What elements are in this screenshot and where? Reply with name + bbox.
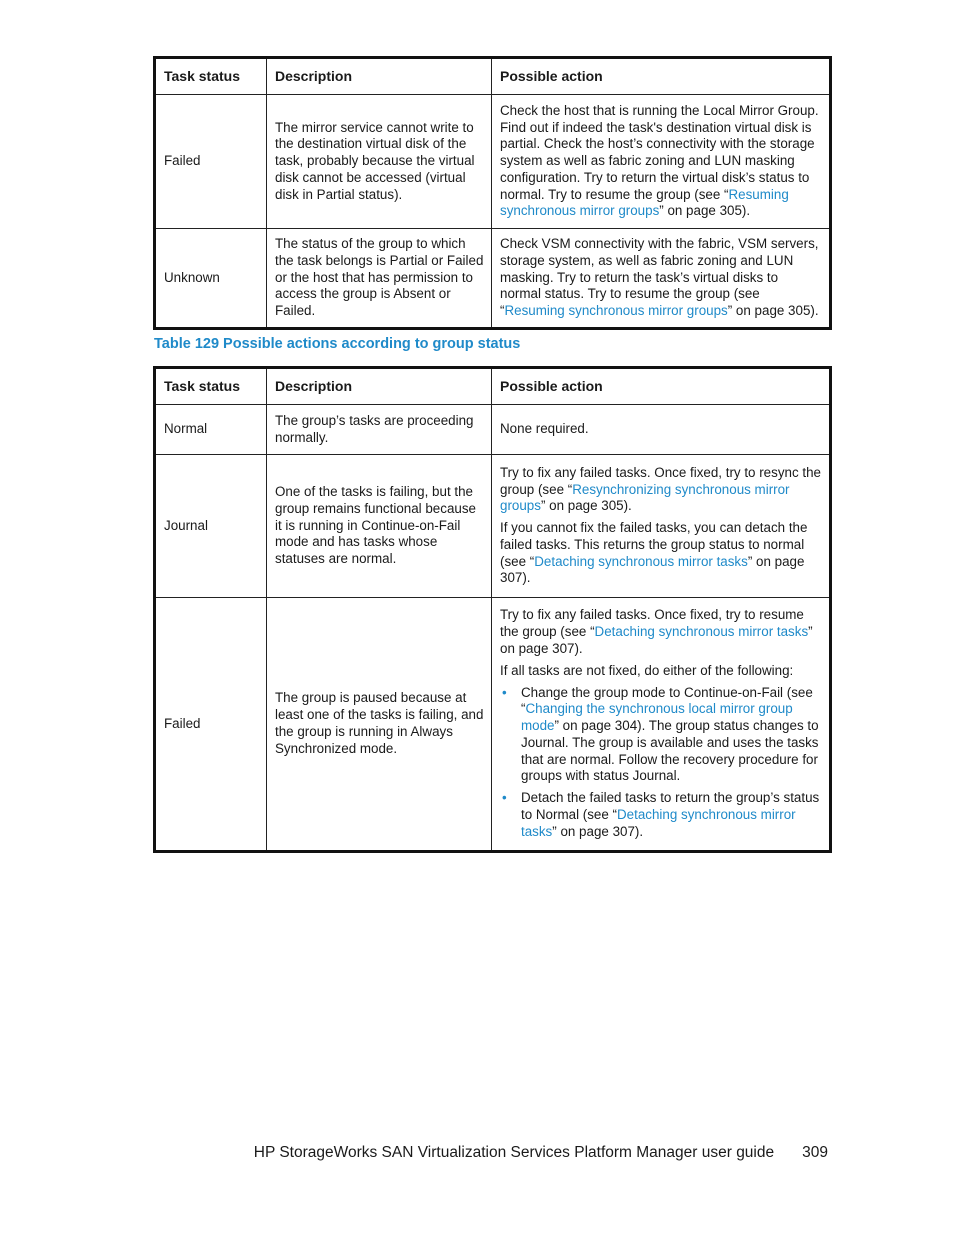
action-text: Check the host that is running the Local Mirror Group. Find out if indeed the task's destination virtual disk is partial. Check the host’s connectivity with the storage system as well as fabric zoning and LUN masking configuration. Try to return the virtual disk’s status to normal. Try to resume the group (see “ [500,102,819,202]
action-text: Check VSM connectivity with the fabric, VSM servers, storage system, as well as fabric zoning and LUN masking. Try to return the task’s virtual disks to normal status. Try to resume the group (see “ [500,236,819,319]
table-row [155,405,831,455]
action-text: If you cannot fix the failed tasks, you can detach the failed tasks. This returns the group status to normal (see “ [500,520,808,569]
table-row [155,598,831,852]
status-cell: Failed [155,95,267,229]
description-cell: The group is paused because at least one of the tasks is failing, and the group is running in Always Synchronized mode. [267,598,492,852]
xref-link[interactable]: Detaching synchronous mirror tasks [521,807,796,839]
bullet-icon: • [502,790,507,806]
xref-link[interactable]: Resuming synchronous mirror groups [500,186,789,219]
table-row [155,95,831,229]
col-header-task-status: Task status [155,368,267,405]
table-row [155,455,831,598]
page-number: 309 [802,1144,828,1161]
action-paragraph [500,520,822,587]
col-header-description: Description [267,368,492,405]
bullet-icon: • [502,684,507,700]
list-item [500,685,822,786]
action-text: Change the group mode to Continue-on-Fail (see “ [521,684,813,717]
col-header-possible-action: Possible action [492,368,831,405]
task-status-actions-table [153,56,832,330]
footer-title: HP StorageWorks SAN Virtualization Services Platform Manager user guide [253,1144,775,1161]
action-cell [492,95,831,229]
xref-link[interactable]: Changing the synchronous local mirror group mode [521,701,793,734]
description-cell: The group’s tasks are proceeding normally. [267,405,492,455]
col-header-possible-action: Possible action [492,58,831,95]
action-text: ” on page 305). [540,498,632,514]
status-cell: Journal [155,455,267,598]
xref-link[interactable]: Resuming synchronous mirror groups [504,303,728,319]
xref-link[interactable]: Detaching synchronous mirror tasks [534,553,748,569]
col-header-task-status: Task status [155,58,267,95]
action-text: ” on page 305). [659,203,751,219]
action-paragraph [500,607,822,657]
description-cell: The mirror service cannot write to the destination virtual disk of the task, probably because the virtual disk cannot be accessed (virtual disk in Partial status). [267,95,492,229]
action-text: Try to fix any failed tasks. Once fixed, try to resume the group (see “ [500,607,804,640]
action-text: ” on page 307). [500,624,813,656]
table-header-row [155,58,831,95]
xref-link[interactable]: Detaching synchronous mirror tasks [594,624,809,640]
description-cell: The status of the group to which the task belongs is Partial or Failed or the host that has permission to access the group is Absent or Failed. [267,229,492,329]
action-text: Detach the failed tasks to return the group’s status to Normal (see “ [521,790,820,823]
xref-link[interactable]: Resynchronizing synchronous mirror groups [500,481,790,514]
action-cell [492,598,831,852]
action-text: ” on page 307). [552,823,644,839]
table-header-row [155,368,831,405]
description-cell: One of the tasks is failing, but the group remains functional because it is running in Continue-on-Fail mode and has tasks whose statuses are normal. [267,455,492,598]
action-text: ” on page 307). [500,553,805,586]
action-cell [492,229,831,329]
bullet-list [500,685,822,841]
status-cell: Failed [155,598,267,852]
action-cell [492,455,831,598]
action-text: ” on page 304). The group status changes to Journal. The group is available and uses the tasks that are normal. Follow the recovery procedure for groups with status Journal. [521,718,819,784]
action-text: ” on page 305). [727,303,819,319]
group-status-actions-table [153,366,832,853]
action-paragraph [500,465,822,515]
action-paragraph: If all tasks are not fixed, do either of the following: [500,662,794,678]
table-caption: Table 129 Possible actions according to group status [154,336,521,352]
page-footer [0,1144,828,1162]
list-item [500,790,822,840]
table-row [155,229,831,329]
col-header-description: Description [267,58,492,95]
action-cell: None required. [492,405,831,455]
status-cell: Normal [155,405,267,455]
action-text: Try to fix any failed tasks. Once fixed, try to resync the group (see “ [500,464,822,497]
status-cell: Unknown [155,229,267,329]
